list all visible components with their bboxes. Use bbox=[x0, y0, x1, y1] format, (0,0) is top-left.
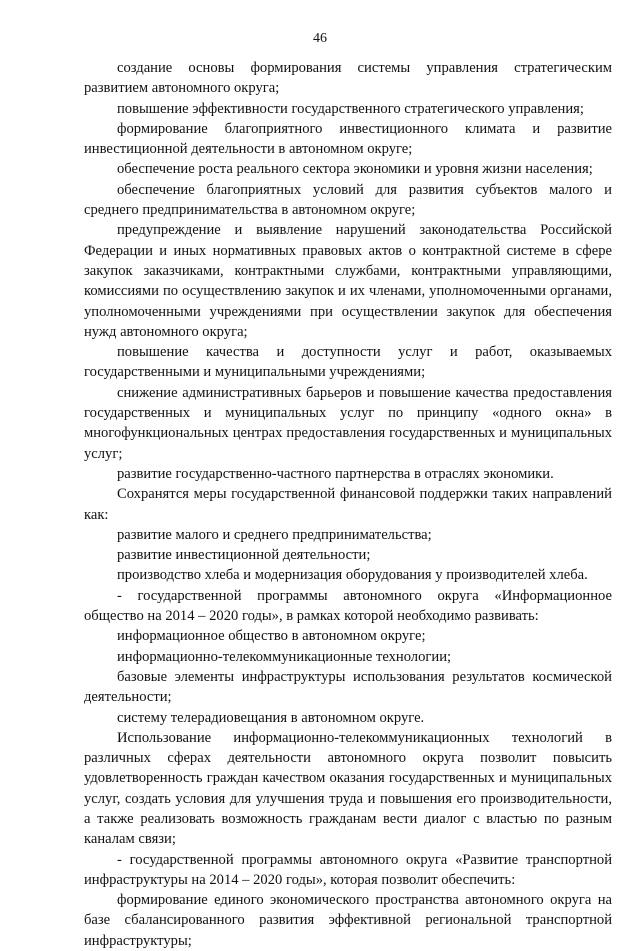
paragraph: информационное общество в автономном округе; bbox=[117, 628, 426, 645]
paragraph: повышение качества и доступности услуг и работ, оказываемых государственными и муниципальными учреждениями; bbox=[84, 344, 612, 381]
paragraph: базовые элементы инфраструктуры использования результатов космической деятельности; bbox=[84, 668, 612, 706]
paragraph: систему телерадиовещания в автономном округе. bbox=[117, 709, 425, 726]
paragraph: обеспечение благоприятных условий для развития субъектов малого и среднего предпринимательства в автономном округе; bbox=[84, 181, 612, 219]
paragraph: предупреждение и выявление нарушений законодательства Российской Федерации и иных нормативных правовых актов о контрактной системе в сфере закупок заказчиками, контрактными службами, контрактными управляющими, комиссиями по осуществлению закупок и их членами, уполномоченными органами, уполномоченными учреждениями при осуществлении закупок для обеспечения нужд автономного округа; bbox=[84, 222, 612, 340]
paragraph: обеспечение роста реального сектора экономики и уровня жизни населения; bbox=[117, 161, 593, 178]
paragraph: формирование единого экономического пространства автономного округа на базе сбалансированного развития эффективной региональной транспортной инфраструктуры; bbox=[84, 892, 612, 949]
paragraph: - государственной программы автономного округа «Информационное общество на 2014 – 2020 годы», в рамках которой необходимо развивать: bbox=[84, 587, 612, 625]
paragraph: развитие малого и среднего предпринимательства; bbox=[117, 526, 432, 543]
paragraph: производство хлеба и модернизация оборудования у производителей хлеба. bbox=[117, 567, 588, 584]
paragraph: развитие государственно-частного партнерства в отраслях экономики. bbox=[117, 465, 554, 482]
paragraph: информационно-телекоммуникационные технологии; bbox=[117, 648, 452, 665]
paragraph: повышение эффективности государственного стратегического управления; bbox=[117, 100, 584, 117]
paragraph: Использование информационно-телекоммуникационных технологий в различных сферах деятельности автономного округа позволит повысить удовлетворенность граждан качеством оказания государственных и муниципальных услуг, создать условия для улучшения труда и повышения его производительности, а также реализовать возможность гражданам вести диалог с властью по разным каналам связи; bbox=[84, 729, 612, 848]
paragraph: развитие инвестиционной деятельности; bbox=[117, 547, 371, 564]
paragraph: Сохранятся меры государственной финансовой поддержки таких направлений как: bbox=[84, 486, 612, 523]
paragraph: создание основы формирования системы управления стратегическим развитием автономного округа; bbox=[84, 60, 612, 97]
page-number: 46 bbox=[313, 31, 327, 46]
paragraph: формирование благоприятного инвестиционного климата и развитие инвестиционной деятельности в автономном округе; bbox=[84, 120, 612, 158]
paragraph: снижение административных барьеров и повышение качества предоставления государственных и муниципальных услуг по принципу «одного окна» в многофункциональных центрах предоставления государственных и муниципальных услуг; bbox=[84, 384, 612, 462]
document-body bbox=[84, 58, 612, 951]
paragraph: - государственной программы автономного округа «Развитие транспортной инфраструктуры на 2014 – 2020 годы», которая позволит обеспечить: bbox=[84, 851, 612, 888]
